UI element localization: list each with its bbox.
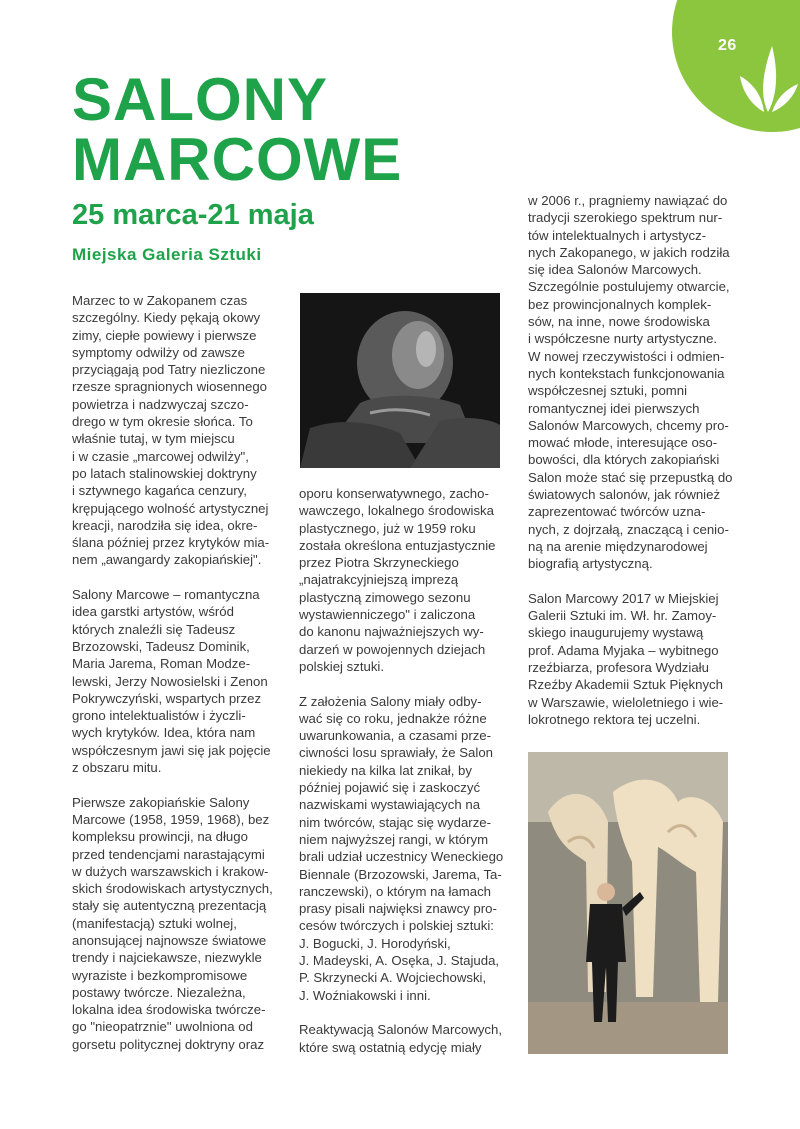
text-line: Marzec to w Zakopanem czas	[72, 293, 248, 308]
text-line: trendy i najciekawsze, niezwykle	[72, 950, 262, 966]
text-line: nem „awangardy zakopiańskiej".	[72, 552, 262, 568]
text-line: rzeźbiarza, profesora Wydziału	[528, 660, 709, 676]
text-line: kompleksu prowincji, na długo	[72, 829, 248, 845]
text-line: „najatrakcyjniejszą imprezą	[299, 572, 459, 588]
text-column-3	[528, 192, 733, 728]
text-line: przed tendencjami narastającymi	[72, 846, 265, 862]
text-line: stały się autentyczną prezentacją	[72, 898, 267, 914]
text-line: i sztywnego kagańca cenzury,	[72, 483, 247, 499]
text-line: krępującego wolność artystycznej	[72, 500, 269, 516]
text-line: została określona entuzjastycznie	[299, 537, 496, 553]
text-line: przyciągają pod Tatry niezliczone	[72, 362, 266, 378]
text-line: niekiedy na kilka lat znikał, by	[299, 762, 472, 778]
text-line: i współczesne nurty artystyczne.	[528, 331, 718, 347]
paragraph-gap	[72, 569, 277, 586]
text-line: tradycji szerokiego spektrum nur-	[528, 210, 723, 226]
text-column-2	[299, 485, 504, 1056]
text-line: Szczególnie postulujemy otwarcie,	[528, 279, 730, 295]
text-line: plastyczną zimowego sezonu	[299, 589, 471, 605]
paragraph-gap	[72, 776, 277, 793]
text-line: lokalna idea środowiska twórcze-	[72, 1002, 266, 1018]
text-line: ciwności losu sprawiały, że Salon	[299, 745, 493, 761]
text-line: W nowej rzeczywistości i odmien-	[528, 348, 725, 364]
text-line: Salony Marcowe – romantyczna	[72, 587, 260, 603]
text-line: które swą ostatnią edycję miały	[299, 1039, 482, 1055]
text-line: wać się co roku, jednakże różne	[299, 710, 487, 726]
text-line: niem najwyższej rangi, w którym	[299, 831, 489, 847]
text-line: bez prowincjonalnych komplek-	[528, 296, 712, 312]
text-line: oporu konserwatywnego, zacho-	[299, 486, 489, 501]
text-line: romantycznej idei pierwszych	[528, 400, 700, 416]
text-line: (manifestacją) sztuki wolnej,	[72, 915, 237, 931]
text-line: w 2006 r., pragniemy nawiązać do	[528, 193, 728, 208]
text-line: Z założenia Salony miały odby-	[299, 693, 482, 709]
text-line: wawczego, lokalnego środowiska	[299, 503, 494, 519]
paragraph-gap	[299, 675, 504, 692]
text-line: w Warszawie, wieloletniego i wie-	[528, 694, 724, 710]
text-line: Reaktywacją Salonów Marcowych,	[299, 1022, 503, 1038]
text-line: nych Zakopanego, w jakich rodziła	[528, 244, 730, 260]
text-line: Biennale (Brzozowski, Jarema, Ta-	[299, 866, 502, 882]
text-line: postawy twórcze. Niezależna,	[72, 984, 246, 1000]
text-line: Pierwsze zakopiańskie Salony	[72, 794, 250, 810]
text-line: J. Bogucki, J. Horodyński,	[299, 935, 451, 951]
text-line: gorsetu politycznej doktryny oraz	[72, 1036, 265, 1052]
text-line: grono intelektualistów i życzli-	[72, 708, 246, 724]
text-line: go "nieopatrznie" uwolniona od	[72, 1019, 253, 1035]
title-line-2: MARCOWE	[72, 126, 403, 193]
text-line: uwarunkowania, a czasami prze-	[299, 728, 492, 744]
text-line: prasy pisali najwięksi znawcy pro-	[299, 901, 497, 917]
text-line: ną na arenie międzynarodowej	[528, 538, 708, 554]
text-column-1	[72, 292, 277, 1053]
text-line: ranczewski), o którym na łamach	[299, 883, 492, 899]
text-line: Salon Marcowy 2017 w Miejskiej	[528, 590, 719, 606]
text-line: światowych salonów, jak również	[528, 487, 721, 503]
text-line: lewski, Jerzy Nowosielski i Zenon	[72, 673, 268, 689]
text-line: drego w tym okresie słońca. To	[72, 414, 253, 430]
text-line: zaprezentować twórców uzna-	[528, 504, 706, 520]
title-line-1: SALONY	[72, 66, 329, 133]
leaf-icon	[738, 40, 798, 116]
text-line: tów intelektualnych i artystycz-	[528, 227, 707, 243]
text-line: anonsującej najnowsze światowe	[72, 932, 267, 948]
text-line: współczesnym jawi się jak pojęcie	[72, 742, 271, 758]
text-line: przez Piotra Skrzyneckiego	[299, 555, 459, 571]
wooden-sculpture-photo	[528, 752, 728, 1054]
event-venue: Miejska Galeria Sztuki	[72, 245, 262, 264]
text-line: symptomy odwilży od zawsze	[72, 344, 245, 360]
text-line: w dużych warszawskich i krakow-	[72, 863, 269, 879]
text-line: ślana później przez krytyków mia-	[72, 535, 270, 551]
paragraph-gap	[528, 573, 733, 590]
text-line: plastycznego, już w 1959 roku	[299, 520, 476, 536]
text-line: zimy, ciepłe powiewy i pierwsze	[72, 327, 257, 343]
text-line: Salon może stać się przepustką do	[528, 469, 733, 485]
text-line: powietrza i nadzwyczaj szczo-	[72, 396, 249, 412]
text-line: skiego inaugurujemy wystawą	[528, 625, 704, 641]
text-line: biografią artystyczną.	[528, 556, 653, 572]
text-line: później pojawić się i zaskoczyć	[299, 780, 481, 796]
text-line: Maria Jarema, Roman Modze-	[72, 656, 251, 672]
text-line: skich środowiskach artystycznych,	[72, 881, 273, 897]
text-line: których znaleźli się Tadeusz	[72, 621, 236, 637]
text-line: bowości, dla których zakopiański	[528, 452, 720, 468]
text-line: idea garstki artystów, wśród	[72, 604, 234, 620]
sculpture-bust-photo	[300, 293, 500, 468]
text-line: J. Madeyski, A. Osęka, J. Stajuda,	[299, 953, 500, 969]
text-line: lokrotnego rektora tej uczelni.	[528, 711, 701, 727]
text-line: P. Skrzynecki A. Wojciechowski,	[299, 970, 487, 986]
text-line: i w czasie „marcowej odwilży",	[72, 448, 249, 464]
text-line: mować młode, interesujące oso-	[528, 435, 718, 451]
text-line: Rzeźby Akademii Sztuk Pięknych	[528, 677, 723, 693]
text-line: właśnie tutaj, w tym miejscu	[72, 431, 235, 447]
text-line: kreacji, narodziła się idea, okre-	[72, 517, 258, 533]
text-line: współczesnej sztuki, pomni	[528, 383, 688, 399]
text-line: sów, na inne, nowe środowiska	[528, 314, 710, 330]
text-line: nych, z dojrzałą, znaczącą i cenio-	[528, 521, 729, 537]
event-dates: 25 marca-21 maja	[72, 199, 314, 231]
text-line: Marcowe (1958, 1959, 1968), bez	[72, 811, 270, 827]
text-line: wystawienniczego" i zaliczona	[299, 607, 476, 623]
text-line: nych kontekstach funkcjonowania	[528, 365, 725, 381]
text-line: polskiej sztuki.	[299, 658, 385, 674]
text-line: prof. Adama Myjaka – wybitnego	[528, 642, 719, 658]
text-line: się idea Salonów Marcowych.	[528, 262, 702, 278]
text-line: nim twórców, stając się wydarze-	[299, 814, 492, 830]
text-line: Salonów Marcowych, chcemy pro-	[528, 417, 729, 433]
text-line: Brzozowski, Tadeusz Dominik,	[72, 638, 250, 654]
text-line: z obszaru mitu.	[72, 760, 162, 776]
paragraph-gap	[299, 1004, 504, 1021]
text-line: wyraziste i bezkompromisowe	[72, 967, 248, 983]
page-title	[72, 66, 403, 193]
text-line: J. Woźniakowski i inni.	[299, 987, 431, 1003]
text-line: Pokrywczyński, wspartych przez	[72, 690, 262, 706]
text-line: szczególny. Kiedy pękają okowy	[72, 310, 261, 326]
text-line: Galerii Sztuki im. Wł. hr. Zamoy-	[528, 608, 717, 624]
text-line: po latach stalinowskiej doktryny	[72, 465, 257, 481]
text-line: rzesze spragnionych wiosennego	[72, 379, 267, 395]
text-line: darzeń w powojennych dziejach	[299, 641, 486, 657]
text-line: do kanonu najważniejszych wy-	[299, 624, 484, 640]
text-line: cesów twórczych i polskiej sztuki:	[299, 918, 494, 934]
text-line: wych krytyków. Idea, która nam	[72, 725, 256, 741]
text-line: nazwiskami wystawiających na	[299, 797, 481, 813]
page-number: 26	[718, 37, 737, 54]
text-line: brali udział uczestnicy Weneckiego	[299, 849, 504, 865]
